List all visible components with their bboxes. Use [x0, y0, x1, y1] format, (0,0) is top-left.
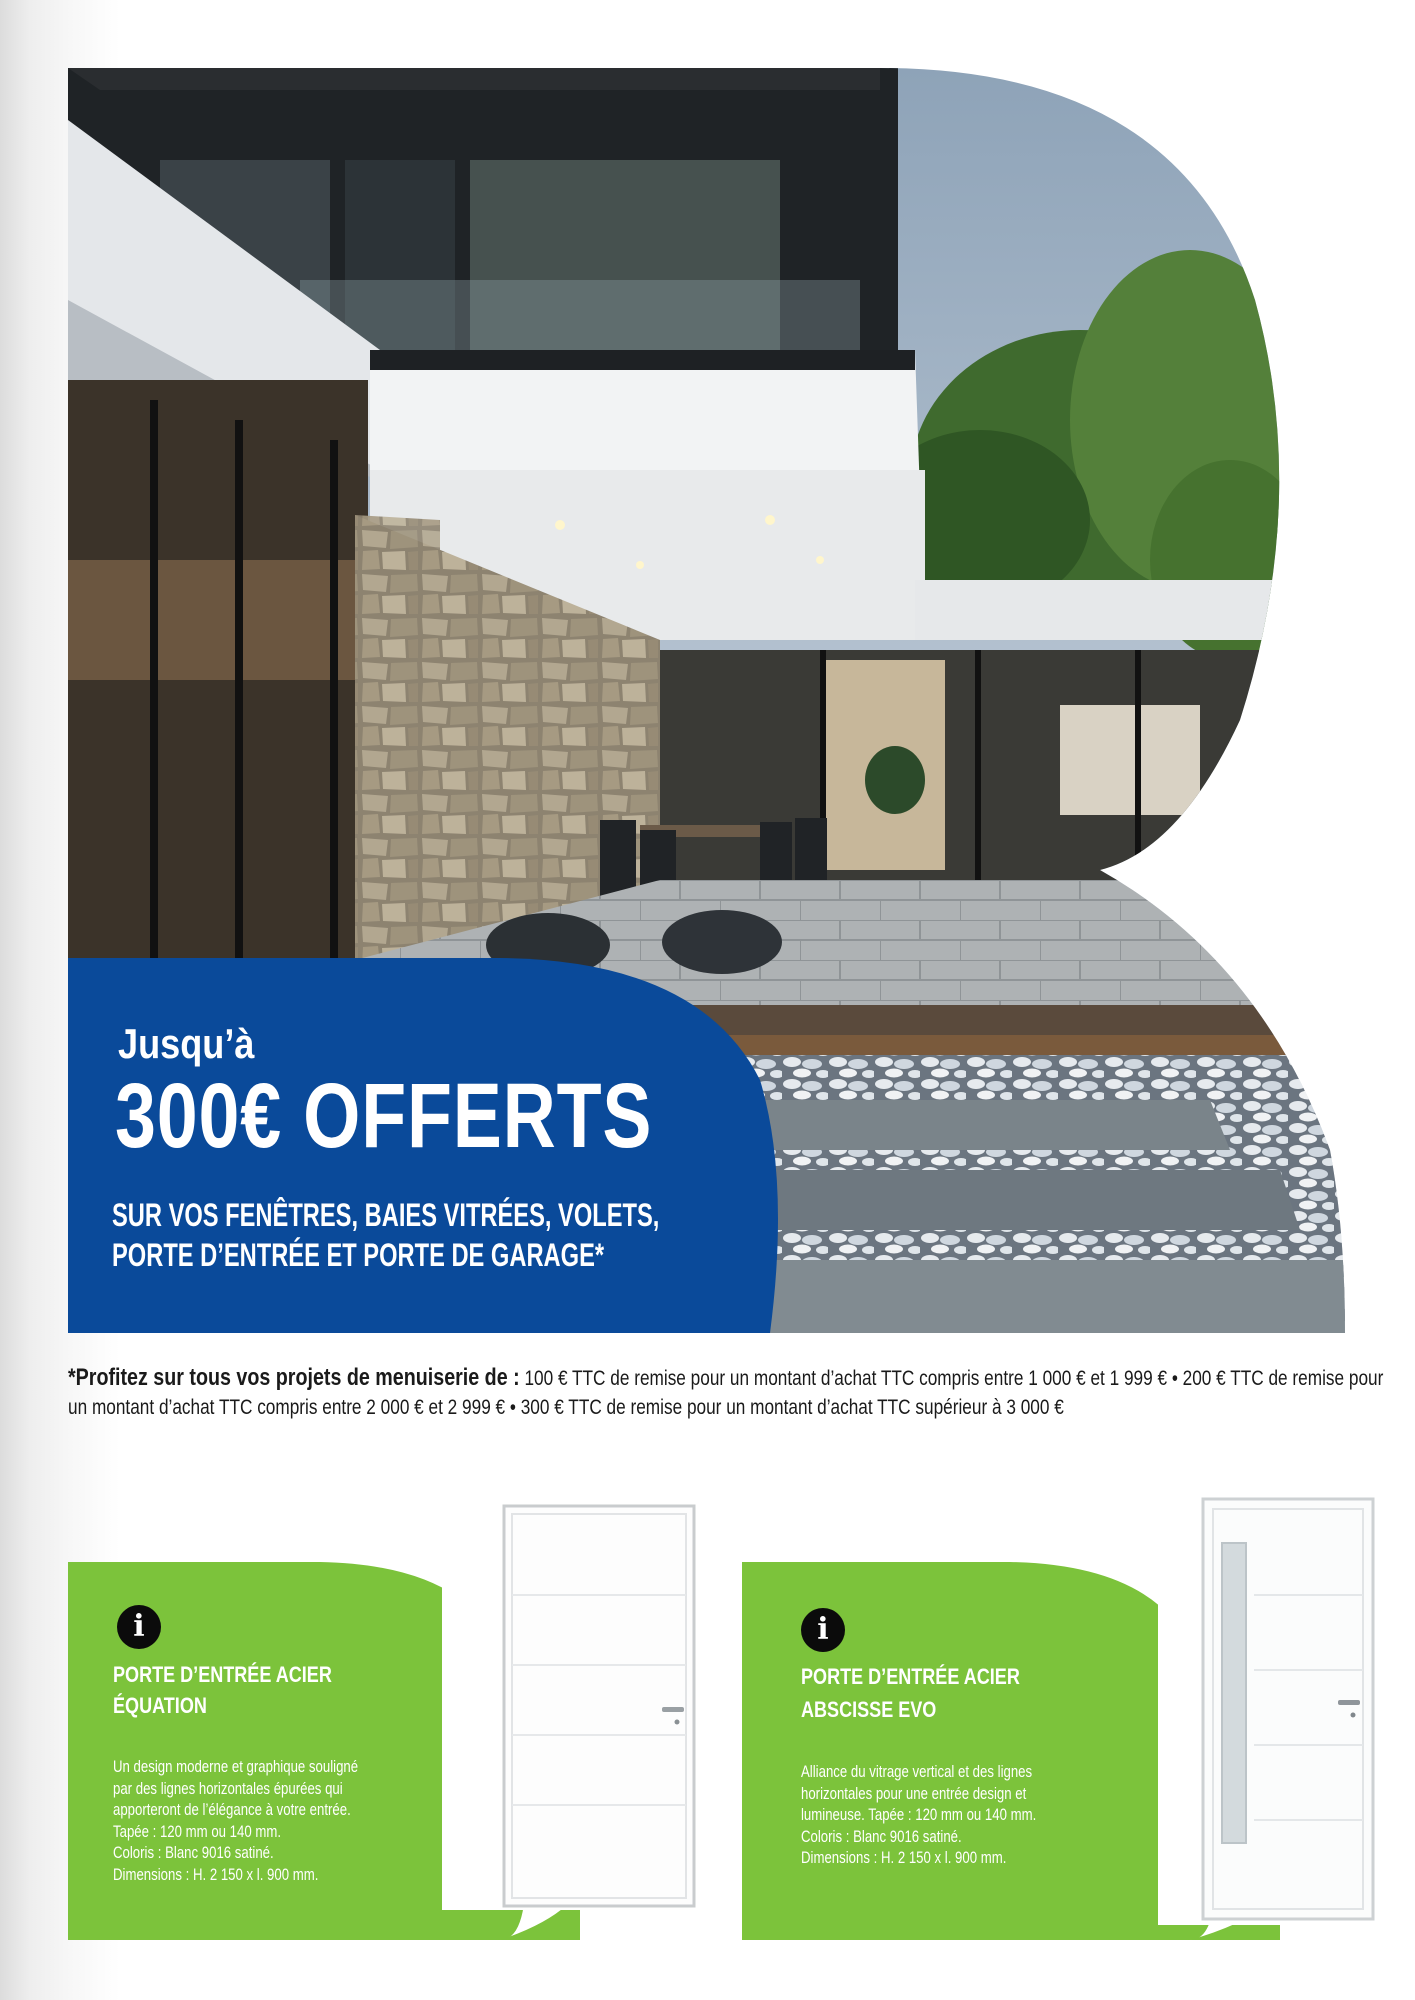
promo-headline: 300€ OFFERTS [115, 1065, 653, 1167]
description-line: Alliance du vitrage vertical et des lignes [801, 1763, 1033, 1781]
product-card-abscisse-evo [730, 1450, 1390, 1950]
description-line: apporteront de l’élégance à votre entrée. [113, 1801, 351, 1819]
promo-intro: Jusqu’à [118, 1020, 255, 1067]
description-line: Dimensions : H. 2 150 x l. 900 mm. [113, 1865, 319, 1884]
description-line: Un design moderne et graphique souligné [113, 1758, 359, 1776]
product-title [801, 1660, 1020, 1726]
promo-subtitle-line-2: PORTE D’ENTRÉE ET PORTE DE GARAGE* [112, 1237, 605, 1273]
footnote-lead: *Profitez sur tous vos projets de menuiserie de : [68, 1364, 520, 1391]
promo-subtitle-line-1: SUR VOS FENÊTRES, BAIES VITRÉES, VOLETS, [112, 1197, 660, 1233]
product-title-line-1: PORTE D’ENTRÉE ACIER [113, 1662, 332, 1687]
door-image-abscisse-evo [1158, 1495, 1378, 1925]
promo-subtitle [112, 1195, 659, 1275]
product-title-line-1: PORTE D’ENTRÉE ACIER [801, 1664, 1020, 1689]
footnote-body: 100 € TTC de remise pour un montant d’achat TTC compris entre 1 000 € et 1 999 € • 200 € TTC de remise pour un montant d’achat TTC compris entre 2 000 € et 2 999 € • 300 € TTC de remise pour un montant d’achat TTC supérieur à 3 000 € [68, 1367, 1384, 1419]
description-line: Coloris : Blanc 9016 satiné. [801, 1827, 962, 1846]
info-icon: i [117, 1605, 161, 1649]
description-line: lumineuse. Tapée : 120 mm ou 140 mm. [801, 1806, 1037, 1824]
product-title-line-2: ÉQUATION [113, 1693, 207, 1718]
product-card-equation [60, 1450, 680, 1950]
door-image-equation [442, 1500, 698, 1910]
description-line: Dimensions : H. 2 150 x l. 900 mm. [801, 1849, 1007, 1867]
info-icon: i [801, 1608, 845, 1652]
description-line: par des lignes horizontales épurées qui [113, 1779, 343, 1798]
product-title-line-2: ABSCISSE EVO [801, 1697, 937, 1722]
product-title [113, 1659, 332, 1721]
product-description [113, 1757, 358, 1886]
legal-footnote [68, 1363, 1388, 1422]
description-line: Tapée : 120 mm ou 140 mm. [113, 1822, 282, 1841]
description-line: Coloris : Blanc 9016 satiné. [113, 1844, 274, 1862]
description-line: horizontales pour une entrée design et [801, 1784, 1027, 1803]
product-description [801, 1762, 1036, 1870]
